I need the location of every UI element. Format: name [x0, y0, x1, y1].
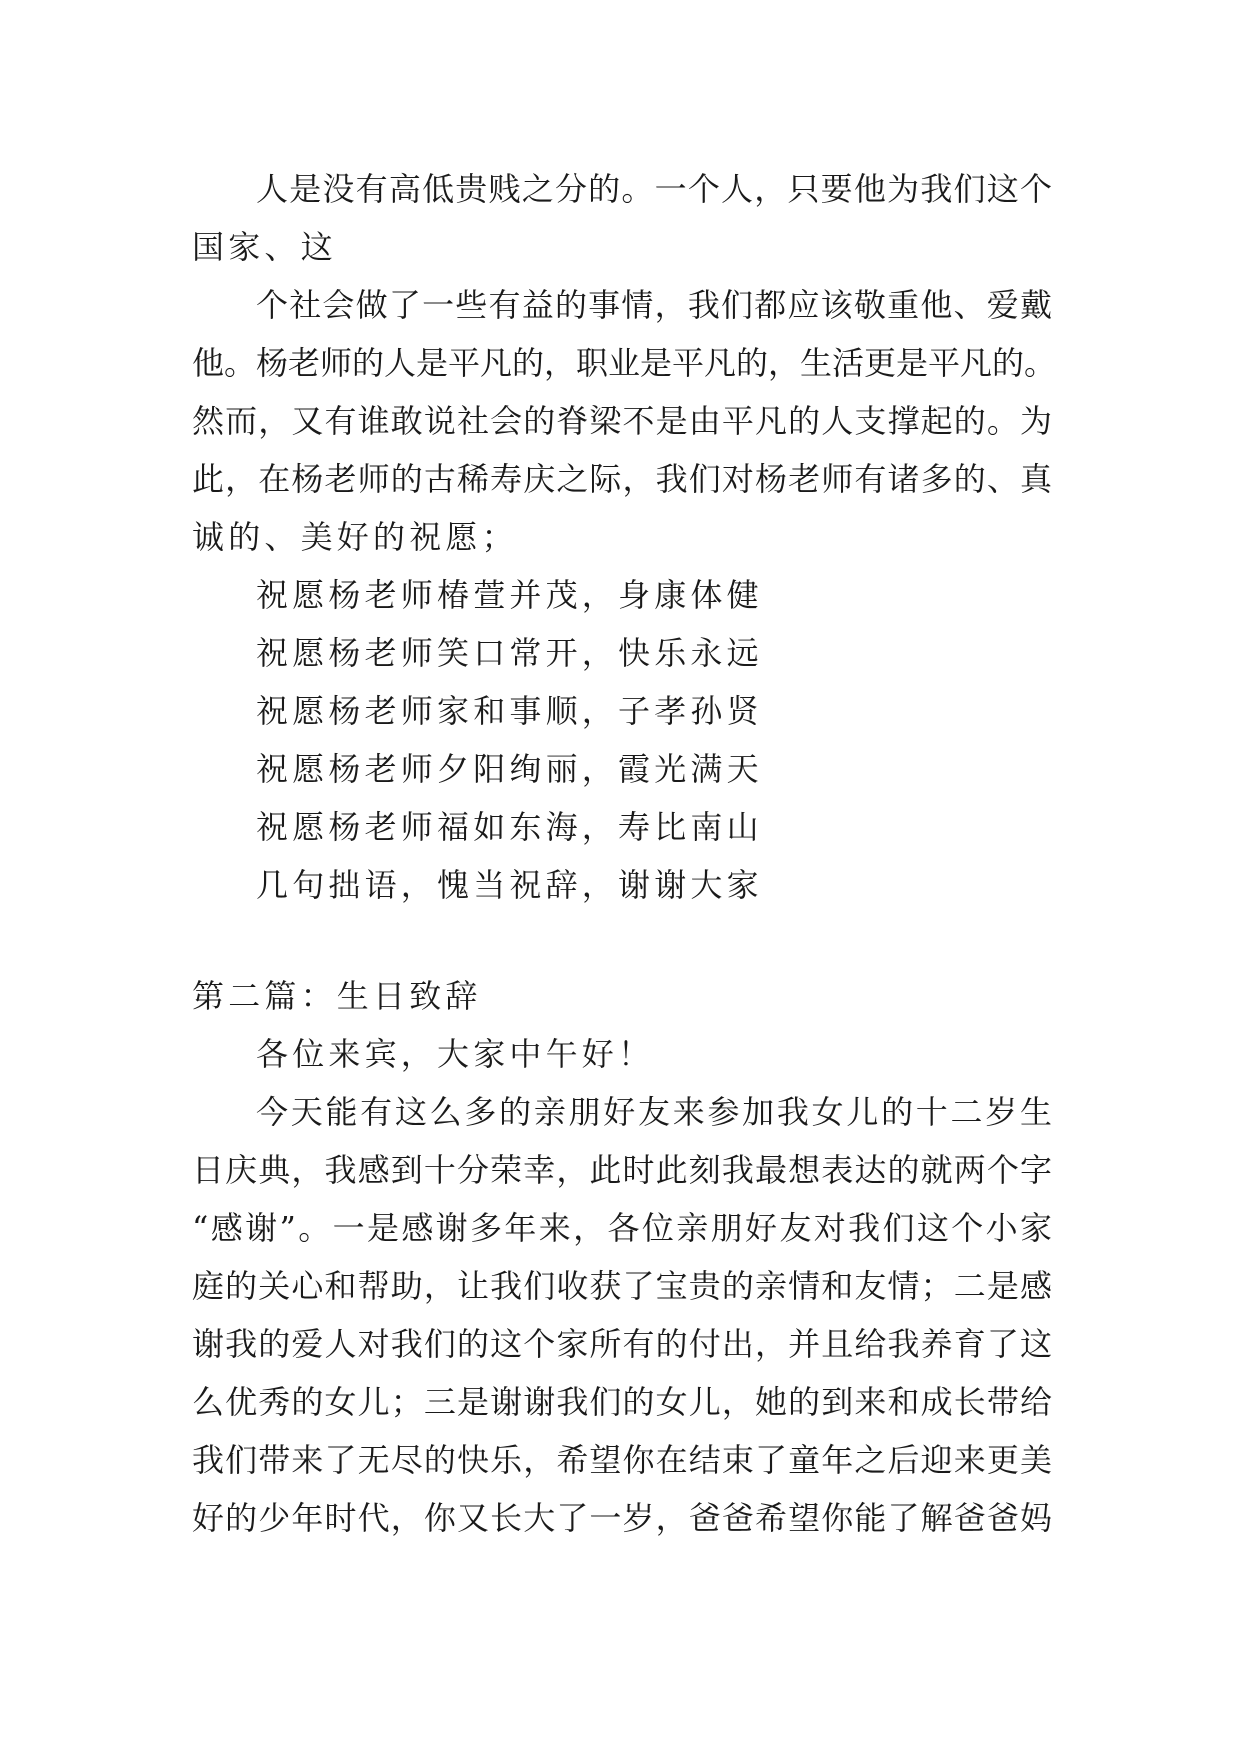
- paragraph-line: 人是没有高低贵贱之分的。一个人，只要他为我们这个: [256, 170, 1052, 208]
- paragraph-line: 日庆典，我感到十分荣幸，此时此刻我最想表达的就两个字: [192, 1151, 1052, 1189]
- paragraph-line: 此，在杨老师的古稀寿庆之际，我们对杨老师有诸多的、真: [192, 460, 1052, 498]
- paragraph-line: 个社会做了一些有益的事情，我们都应该敬重他、爱戴: [256, 286, 1052, 324]
- paragraph-line: 庭的关心和帮助，让我们收获了宝贵的亲情和友情；二是感: [192, 1267, 1052, 1305]
- paragraph-line: 他。杨老师的人是平凡的，职业是平凡的，生活更是平凡的。: [192, 344, 1057, 382]
- wish-line: 祝愿杨老师椿萱并茂，身康体健: [256, 576, 763, 614]
- paragraph-line: “感谢”。一是感谢多年来，各位亲朋好友对我们这个小家: [192, 1209, 1052, 1247]
- section-spacer: [192, 914, 1052, 967]
- wish-line: 祝愿杨老师夕阳绚丽，霞光满天: [256, 750, 763, 788]
- paragraph-line: 然而，又有谁敢说社会的脊梁不是由平凡的人支撑起的。为: [192, 402, 1052, 440]
- wish-line: 祝愿杨老师家和事顺，子孝孙贤: [256, 692, 763, 730]
- greeting-line: 各位来宾，大家中午好！: [256, 1035, 655, 1073]
- paragraph-line: 诚的、美好的祝愿；: [192, 518, 518, 556]
- paragraph-line: 我们带来了无尽的快乐，希望你在结束了童年之后迎来更美: [192, 1441, 1052, 1479]
- paragraph-line: 国家、这: [192, 228, 337, 266]
- wish-line: 祝愿杨老师福如东海，寿比南山: [256, 808, 763, 846]
- paragraph-line: 好的少年时代，你又长大了一岁，爸爸希望你能了解爸爸妈: [192, 1499, 1052, 1537]
- document-page: [192, 160, 1057, 1547]
- paragraph-line: 么优秀的女儿；三是谢谢我们的女儿，她的到来和成长带给: [192, 1383, 1052, 1421]
- wish-line: 祝愿杨老师笑口常开，快乐永远: [256, 634, 763, 672]
- wish-line: 几句拙语，愧当祝辞，谢谢大家: [256, 866, 763, 904]
- paragraph-line: 今天能有这么多的亲朋好友来参加我女儿的十二岁生: [256, 1093, 1052, 1131]
- section-heading: 第二篇：生日致辞: [192, 977, 482, 1015]
- paragraph-line: 谢我的爱人对我们的这个家所有的付出，并且给我养育了这: [192, 1325, 1052, 1363]
